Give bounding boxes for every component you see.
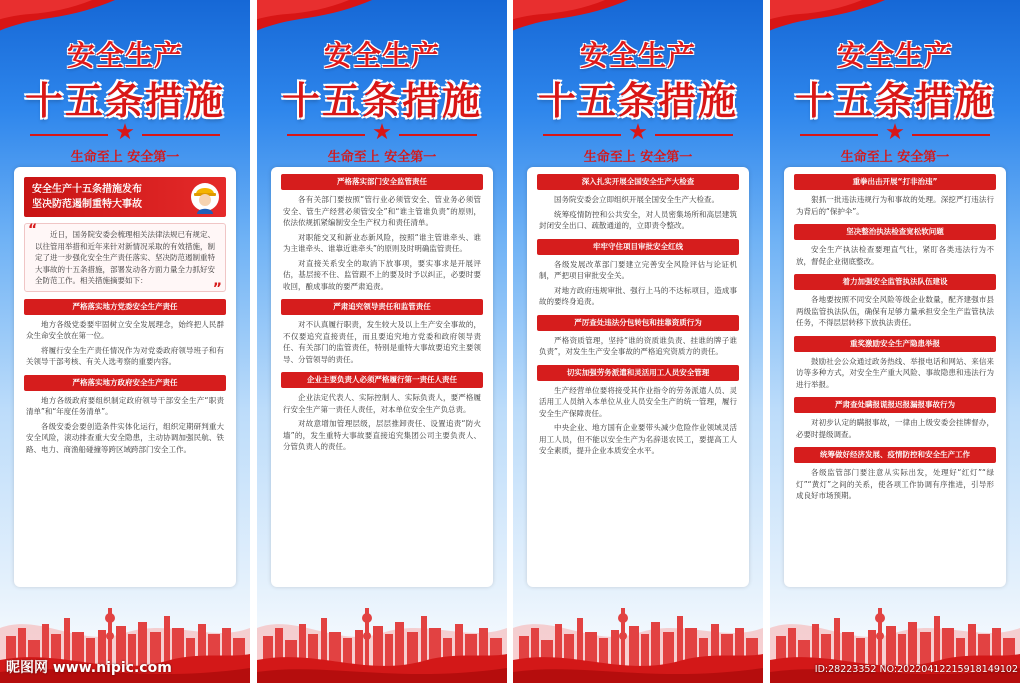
section-paragraph: 企业法定代表人、实际控制人、实际负责人，要严格履行安全生产第一责任人责任，对本单位安全生产负总责。 (283, 393, 481, 414)
title-line-2: 十五条措施 (281, 78, 482, 123)
section-title: 严格落实部门安全监管责任 (281, 174, 483, 190)
section-title: 统筹做好经济发展、疫情防控和安全生产工作 (794, 447, 996, 463)
quote-close-icon: ” (212, 280, 222, 297)
section-paragraph: 将履行安全生产责任情况作为对党委政府领导班子和有关领导干部考核、有关人选考察的重要内容。 (26, 345, 224, 366)
section-paragraph: 各级安委会要创造条件实体化运行，组织定期研判重大安全风险，滚动排查重大安全隐患，主动协调加强民航、铁路、电力、商渔船碰撞等跨区域跨部门安全工作。 (26, 421, 224, 454)
section-paragraph: 对地方政府违规审批、强行上马的不达标项目，造成事故的要终身追责。 (539, 285, 737, 306)
title-line-2: 十五条措施 (794, 78, 995, 123)
section-paragraph: 中央企业、地方国有企业要带头减少危险作业领域灵活用工人员，但不能以安全生产为名辞退农民工，要提高工人安全素质，提升企业本质安全水平。 (539, 423, 737, 455)
section-paragraph: 鼓励社会公众通过政务热线、举报电话和网站、来信来访等多种方式，对安全生产重大风险、事故隐患和违法行为进行举报。 (796, 356, 994, 389)
section-paragraph: 生产经营单位要将接受其作业指令的劳务派遣人员、灵活用工人员纳入本单位从业人员安全生产的统一管理，履行安全生产保障责任。 (539, 385, 737, 418)
slogan: 生命至上 安全第一 (70, 150, 180, 165)
star-divider (800, 120, 990, 145)
section-paragraph: 国务院安委会立即组织开展全国安全生产大检查。 (554, 195, 719, 204)
intro-text: 近日，国务院安委会梳理相关法律法规已有规定、以往管用举措和近年来针对新情况采取的有效措施，制定了进一步强化安全生产责任落实、坚决防范遏制重特大事故的十五条措施，部署发动各方面力量全力抓好安全防范工作。相关措施摘要如下： (35, 230, 215, 285)
section-paragraph: 对职能交叉和新业态新风险，按照“谁主管谁牵头、谁为主谁牵头、谁靠近谁牵头”的原则及时明确监管责任。 (283, 232, 481, 253)
section-paragraph: 对初步认定的瞒报事故，一律由上级安委会挂牌督办，必要时提级调查。 (796, 418, 994, 439)
section-paragraph: 地方各级政府要组织制定政府领导干部安全生产“职责清单”和“年度任务清单”。 (26, 395, 224, 416)
section-title: 严厉查处违法分包转包和挂靠资质行为 (537, 315, 739, 331)
section-paragraph: 对直接关系安全的取消下放事项，要实事求是开展评估，基层接不住、监管跟不上的要及时予以纠正，必要时要收回，酿成事故的要严肃追责。 (283, 258, 481, 291)
section-paragraph: 各地要按照不同安全风险等级企业数量，配齐建强市县两级监管执法队伍，确保有足够力量承担安全生产监管执法任务，不得层层转移下放执法责任。 (796, 295, 994, 327)
slogan: 生命至上 安全第一 (840, 150, 950, 165)
section-title: 严格落实地方党委安全生产责任 (24, 299, 226, 315)
section-paragraph: 地方各级党委要牢固树立安全发展理念，始终把人民群众生命安全放在第一位。 (26, 319, 224, 340)
section-title: 深入扎实开展全国安全生产大检查 (537, 174, 739, 190)
section-paragraph: 各级监管部门要注意从实际出发，处理好“红灯”“绿灯”“黄灯”之间的关系，使各项工作协调有序推进，引导形成良好市场预期。 (796, 468, 994, 500)
section-paragraph: 对故意增加管理层级，层层推卸责任、设置追责“防火墙”的，发生重特大事故要直接追究集团公司主要负责人、分管负责人的责任。 (283, 419, 481, 451)
title-line-1: 安全生产 (579, 39, 696, 72)
content-card (271, 167, 493, 587)
city-skyline-decoration (513, 588, 763, 683)
section-paragraph: 各有关部门要按照“管行业必须管安全、管业务必须管安全、管生产经营必须管安全”和“谁主管谁负责”的原则，依法依规抓紧编制安全生产权力和责任清单。 (283, 195, 481, 227)
star-icon: ★ (885, 120, 905, 145)
section-title: 牢牢守住项目审批安全红线 (537, 239, 739, 255)
section-title: 严肃查处瞒报谎报迟报漏报事故行为 (794, 397, 996, 413)
banner-panel-3 (513, 0, 763, 683)
banner-panel-4 (770, 0, 1020, 683)
hero-line-2: 坚决防范遏制重特大事故 (32, 199, 142, 210)
section-title: 重奖激励安全生产隐患举报 (794, 336, 996, 352)
section-title: 着力加强安全监管执法队伍建设 (794, 274, 996, 290)
section-paragraph: 严格资质管理，坚持“谁的资质谁负责、挂谁的牌子谁负责”，对发生生产安全事故的严格追究资质方的责任。 (539, 335, 737, 356)
section-paragraph: 安全生产执法检查要理直气壮，紧盯各类违法行为不放，督促企业彻底整改。 (796, 245, 994, 266)
star-divider (287, 120, 477, 145)
content-card (527, 167, 749, 587)
section-title: 严肃追究领导责任和监管责任 (281, 299, 483, 315)
title-line-1: 安全生产 (836, 39, 953, 72)
intro-quote (24, 222, 226, 297)
hero-banner (24, 177, 226, 217)
quote-open-icon: “ (28, 222, 38, 238)
star-icon: ★ (628, 120, 648, 145)
section-paragraph: 统筹疫情防控和公共安全，对人员密集场所和高层建筑封闭安全出口、疏散通道的，立即责令整改。 (539, 209, 737, 230)
banner-panel-1 (0, 0, 250, 683)
section-paragraph: 对不认真履行职责，发生较大及以上生产安全事故的，不仅要追究直接责任，而且要追究地方党委和政府领导责任、有关部门的监管责任，特别是重特大事故要追究主要领导、分管领导的责任。 (283, 320, 481, 364)
title-line-1: 安全生产 (66, 39, 183, 72)
watermark-logo: 昵图网 www.nipic.com (6, 660, 172, 676)
section-title: 切实加强劳务派遣和灵活用工人员安全管理 (537, 365, 739, 381)
slogan: 生命至上 安全第一 (583, 150, 693, 165)
section-paragraph: 各级发展改革部门要建立完善安全风险评估与论证机制，严把项目审批安全关。 (539, 259, 737, 280)
section-title: 坚决整治执法检查宽松软问题 (794, 224, 996, 240)
slogan: 生命至上 安全第一 (327, 150, 437, 165)
section-title: 严格落实地方政府安全生产责任 (24, 375, 226, 391)
watermark-id: ID:28223352 NO:20220412215918149102 (814, 664, 1018, 675)
content-card (784, 167, 1006, 587)
star-divider (30, 120, 220, 145)
hero-line-1: 安全生产十五条措施发布 (32, 184, 142, 195)
bottom-decoration (257, 588, 507, 683)
star-icon: ★ (115, 120, 135, 145)
section-title: 企业主要负责人必须严格履行第一责任人责任 (281, 372, 483, 388)
worker-avatar-icon (190, 180, 220, 214)
city-skyline-decoration (257, 588, 507, 683)
content-card (14, 167, 236, 587)
title-line-1: 安全生产 (323, 39, 440, 72)
star-divider (543, 120, 733, 145)
title-line-2: 十五条措施 (537, 78, 738, 123)
title-line-2: 十五条措施 (24, 78, 225, 123)
banner-panel-2 (257, 0, 507, 683)
bottom-decoration (513, 588, 763, 683)
star-icon: ★ (372, 120, 392, 145)
section-title: 重拳出击开展“打非治违” (794, 174, 996, 190)
section-paragraph: 狠抓一批违法违规行为和事故的处理。深挖严打违法行为背后的“保护伞”。 (796, 195, 994, 216)
